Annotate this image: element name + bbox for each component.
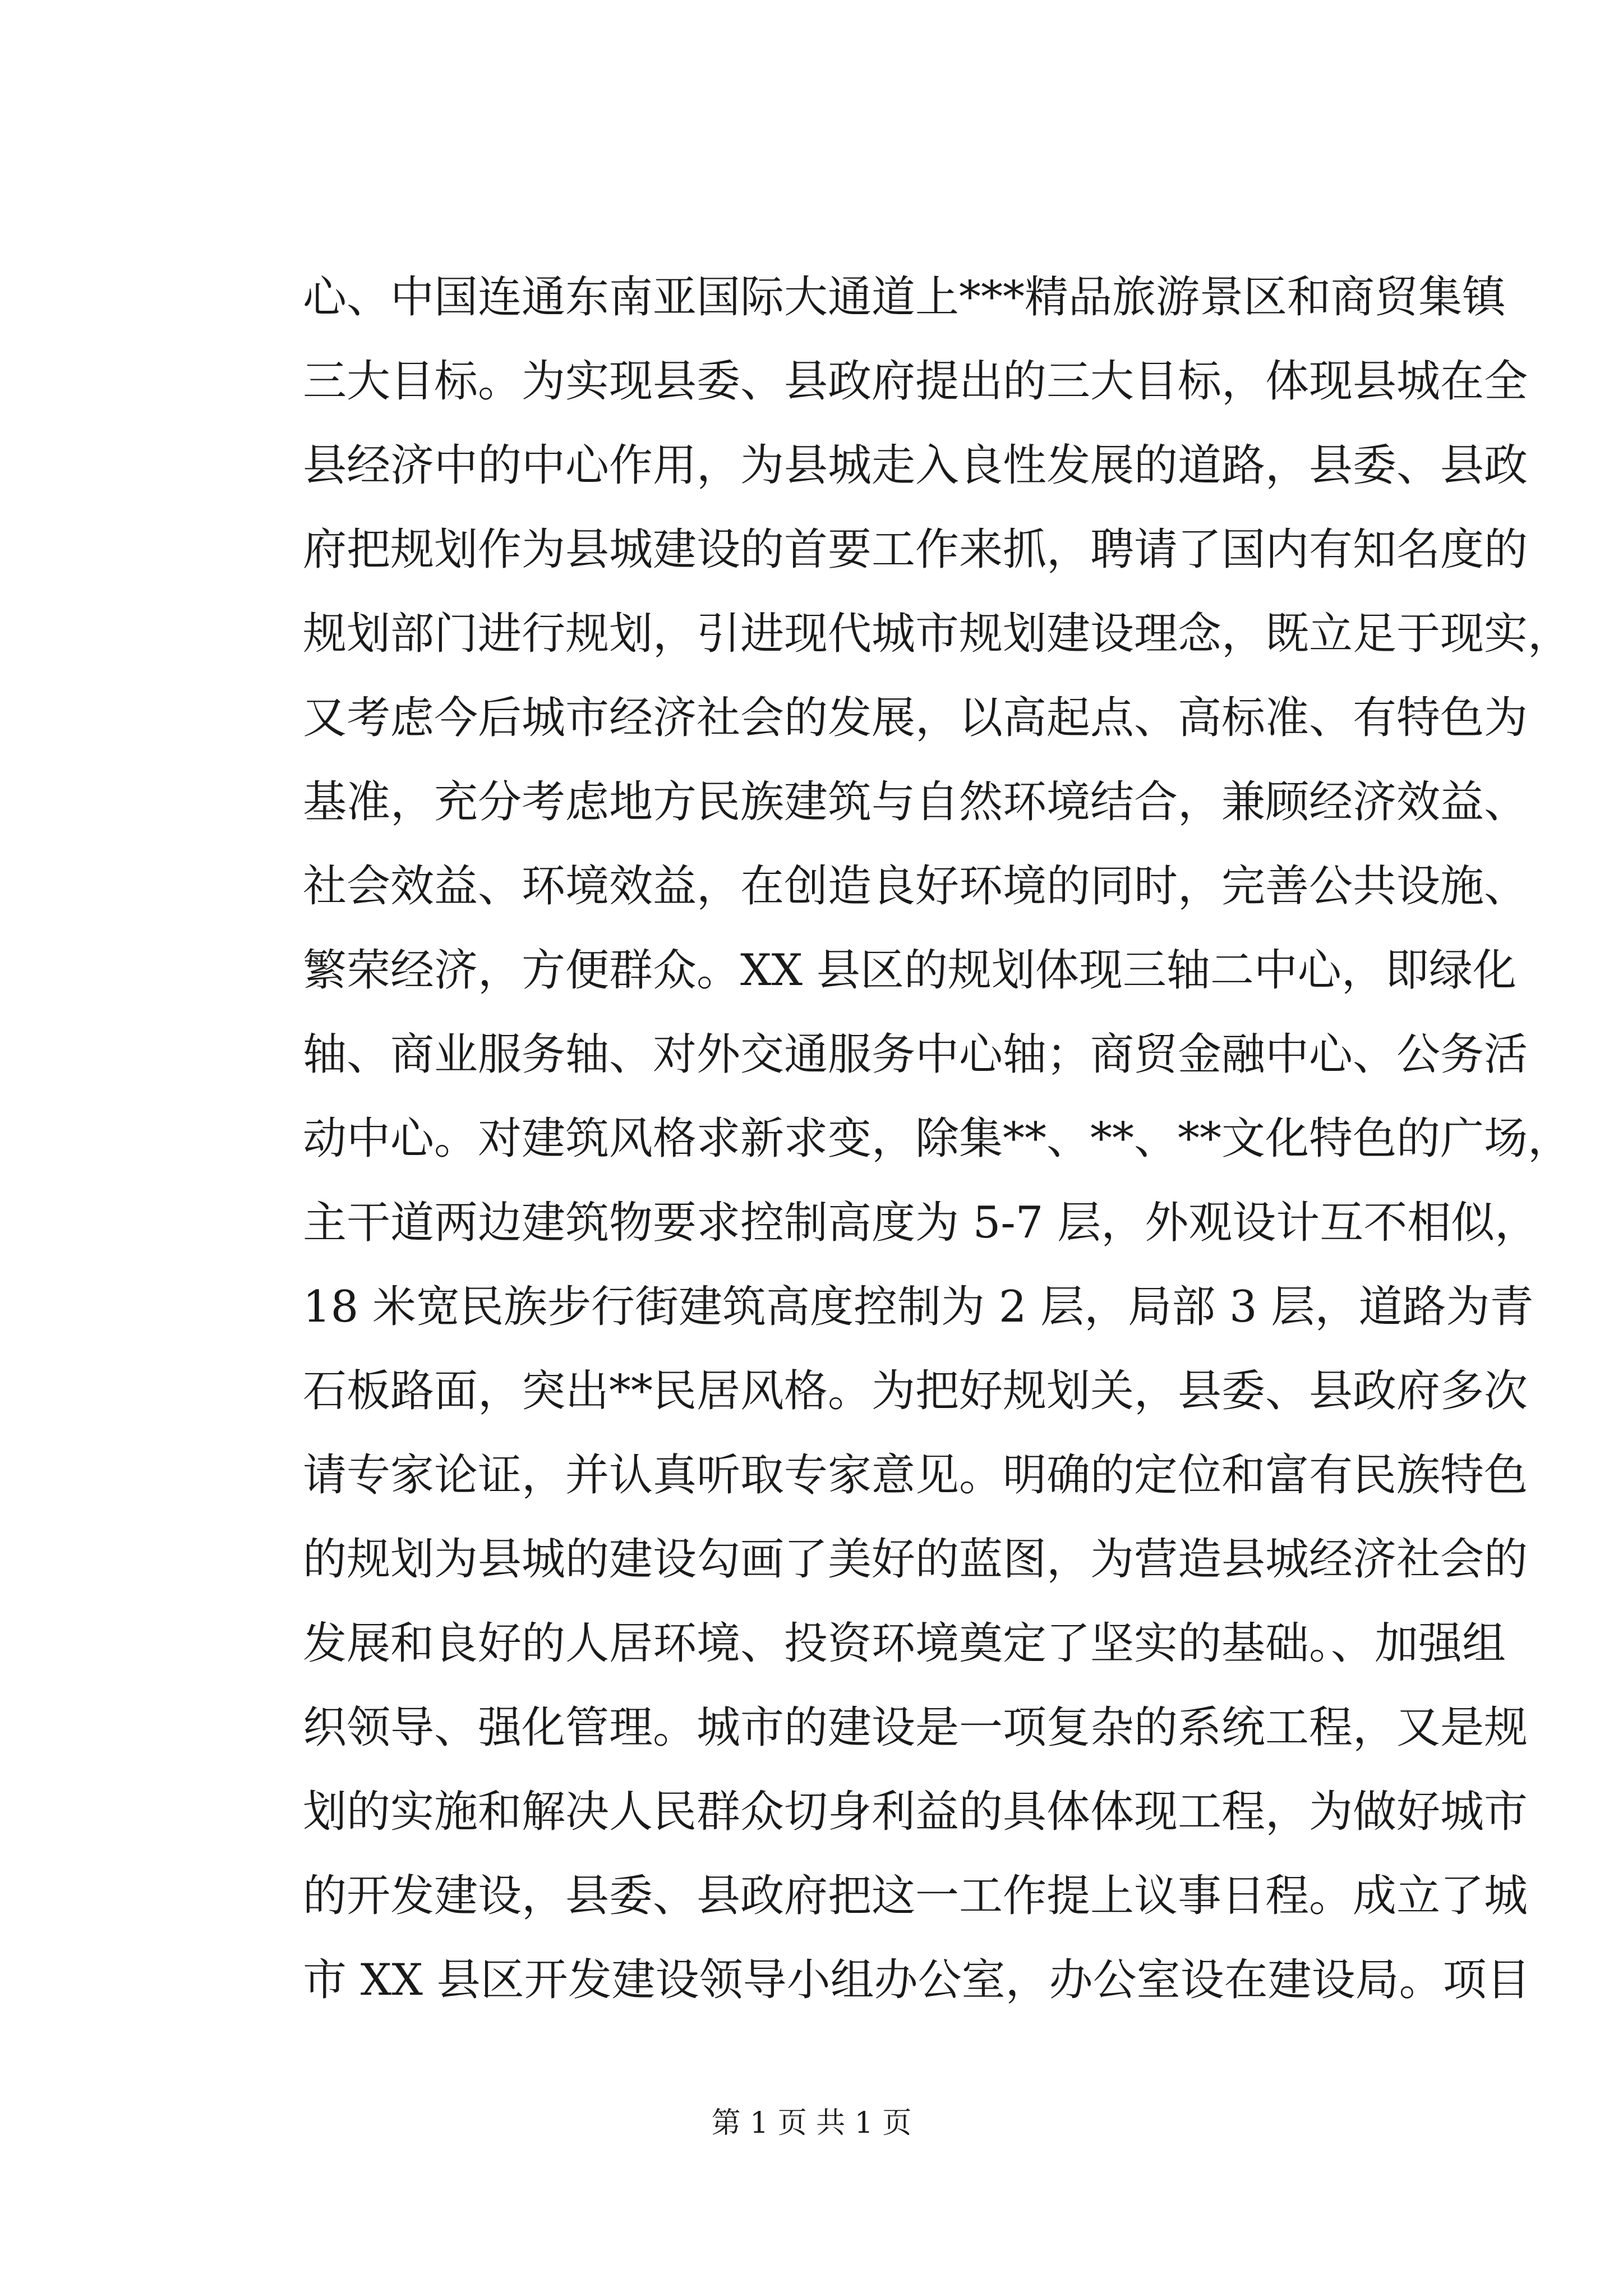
text-line: 发展和良好的人居环境、投资环境奠定了坚实的基础。、加强组: [303, 1618, 1506, 1669]
text-line: 18 米宽民族步行街建筑高度控制为 2 层，局部 3 层，道路为青: [303, 1282, 1534, 1332]
text-line: 的开发建设，县委、县政府把这一工作提上议事日程。成立了城: [303, 1871, 1528, 1921]
text-line: 轴、商业服务轴、对外交通服务中心轴；商贸金融中心、公务活: [303, 1029, 1528, 1080]
text-line: 县经济中的中心作用，为县城走入良性发展的道路，县委、县政: [303, 440, 1528, 491]
text-line: 织领导、强化管理。城市的建设是一项复杂的系统工程，又是规: [303, 1703, 1528, 1753]
page-footer: 第 1 页 共 1 页: [711, 2106, 912, 2140]
text-line: 请专家论证，并认真听取专家意见。明确的定位和富有民族特色: [303, 1450, 1528, 1501]
text-line: 社会效益、环境效益，在创造良好环境的同时，完善公共设施、: [303, 861, 1528, 912]
text-line: 的规划为县城的建设勾画了美好的蓝图，为营造县城经济社会的: [303, 1534, 1528, 1585]
body-paragraph: [303, 255, 1572, 2022]
text-line: 石板路面，突出**民居风格。为把好规划关，县委、县政府多次: [303, 1366, 1528, 1416]
text-line: 府把规划作为县城建设的首要工作来抓，聘请了国内有知名度的: [303, 524, 1528, 575]
text-line: 动中心。对建筑风格求新求变，除集**、**、**文化特色的广场，: [303, 1114, 1572, 1164]
text-line: 基准，充分考虑地方民族建筑与自然环境结合，兼顾经济效益、: [303, 777, 1528, 827]
text-line: 心、中国连通东南亚国际大通道上***精品旅游景区和商贸集镇: [303, 272, 1506, 323]
text-line: 又考虑今后城市经济社会的发展，以高起点、高标准、有特色为: [303, 693, 1528, 743]
text-line: 三大目标。为实现县委、县政府提出的三大目标，体现县城在全: [303, 356, 1528, 407]
text-line: 划的实施和解决人民群众切身利益的具体体现工程，为做好城市: [303, 1787, 1528, 1837]
text-line: 繁荣经济，方便群众。XX 县区的规划体现三轴二中心，即绿化: [303, 945, 1516, 996]
text-line: 市 XX 县区开发建设领导小组办公室，办公室设在建设局。项目: [303, 1955, 1530, 2005]
text-line: 规划部门进行规划，引进现代城市规划建设理念，既立足于现实，: [303, 609, 1572, 659]
text-line: 主干道两边建筑物要求控制高度为 5-7 层，外观设计互不相似，: [303, 1198, 1539, 1248]
